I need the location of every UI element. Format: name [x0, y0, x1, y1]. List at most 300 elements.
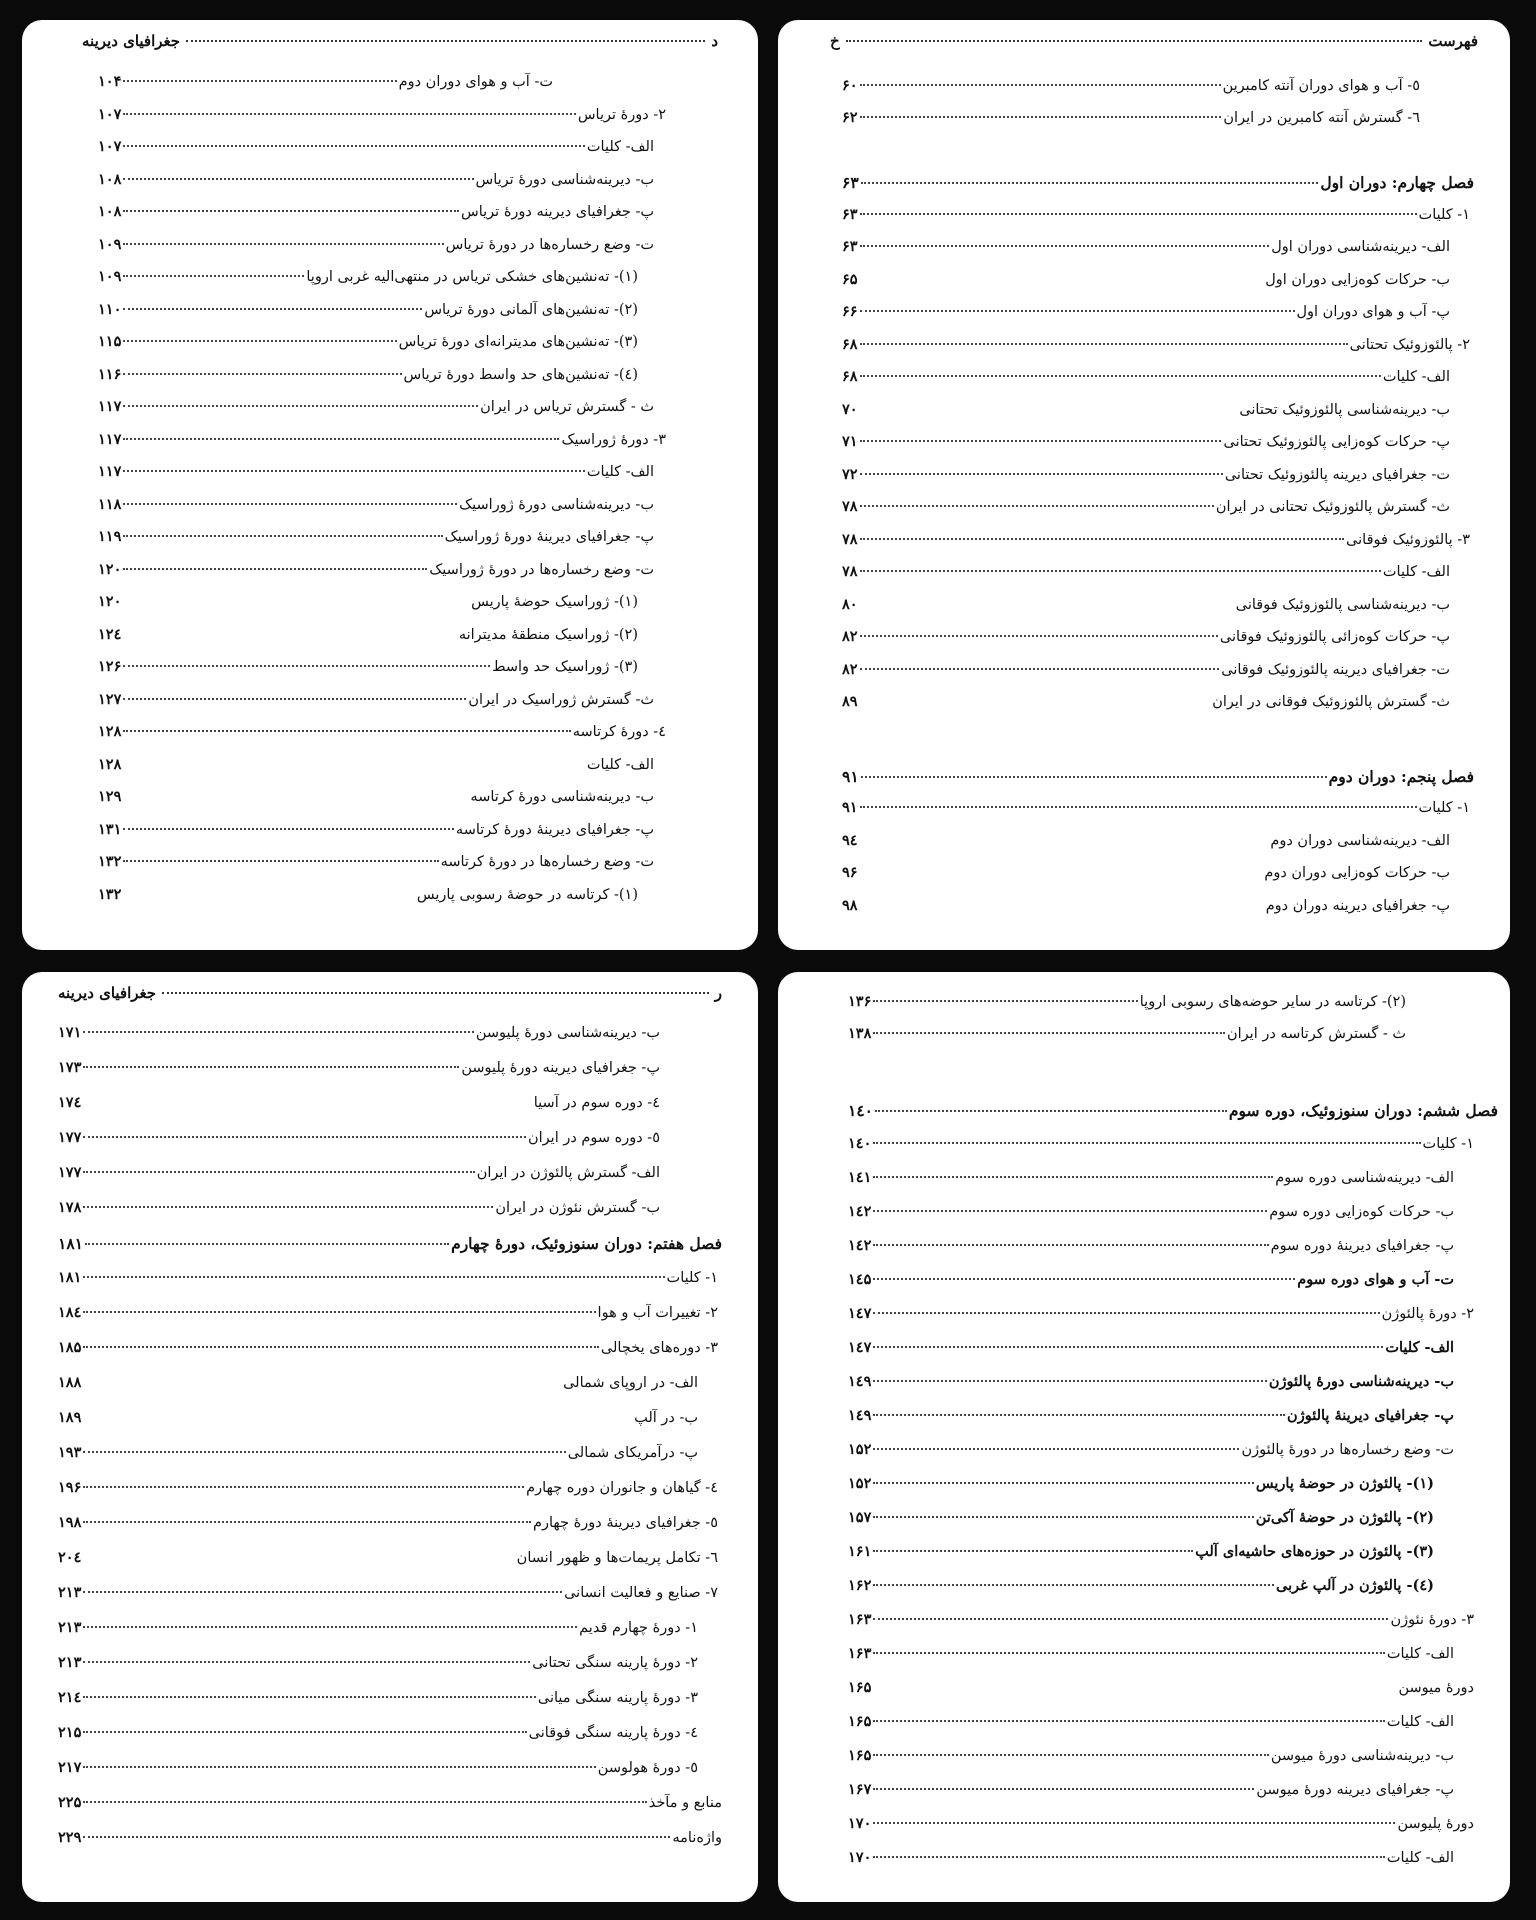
toc-entry-page: ۱٤۰ [848, 1135, 872, 1152]
toc-entry-title: پ- آب و هوای دوران اول [1296, 304, 1450, 320]
toc-entry[interactable] [58, 1374, 698, 1396]
dot-leader [873, 1822, 1395, 1824]
dot-leader [123, 405, 478, 407]
header-leader [846, 40, 1423, 42]
toc-entry[interactable] [848, 1645, 1454, 1667]
toc-entry-page: ۱٤۹ [848, 1407, 872, 1424]
toc-entry-title: (۳)- ته‌نشین‌های مدیترانه‌ای دورۀ تریاس [398, 334, 638, 350]
dot-leader [873, 1210, 1267, 1212]
toc-entry[interactable] [848, 1169, 1454, 1191]
toc-entry[interactable] [98, 203, 654, 225]
toc-entry-page: ۱٤۷ [848, 1339, 872, 1356]
toc-entry-page: ۱۶۲ [848, 1577, 872, 1594]
toc-entry-title: ب- حرکات کوه‌زایی دوره سوم [1269, 1204, 1454, 1220]
toc-entry[interactable] [842, 466, 1450, 488]
toc-entry[interactable] [98, 496, 654, 518]
toc-entry-page: ۱۷۰ [848, 1849, 872, 1866]
dot-leader [83, 1591, 562, 1593]
toc-entry[interactable] [842, 628, 1450, 650]
toc-entry-title: ب- دیرینه‌شناسی دورۀ کرتاسه [470, 789, 654, 805]
toc-entry[interactable] [848, 1271, 1454, 1293]
toc-entry[interactable] [98, 886, 638, 908]
dot-leader [860, 473, 1223, 475]
toc-entry[interactable] [58, 1409, 698, 1431]
toc-entry-page: ۱۳۸ [848, 1025, 872, 1042]
toc-entry-title: ۳- دوره‌های یخچالی [600, 1340, 718, 1356]
toc-entry[interactable] [848, 1577, 1434, 1599]
dot-leader [123, 438, 559, 440]
toc-entry[interactable] [58, 1584, 718, 1606]
dot-leader [83, 1346, 599, 1348]
toc-entry[interactable] [58, 1269, 718, 1291]
toc-entry[interactable] [98, 73, 553, 95]
toc-entry[interactable] [842, 303, 1450, 325]
toc-entry[interactable] [58, 1199, 660, 1221]
toc-entry[interactable] [848, 993, 1406, 1015]
toc-entry-page: ۱۹۶ [58, 1479, 82, 1496]
toc-entry[interactable] [98, 853, 654, 875]
toc-entry[interactable] [58, 1689, 698, 1711]
toc-entry[interactable] [58, 1304, 718, 1326]
dot-leader [83, 1136, 526, 1138]
dot-leader [860, 505, 1214, 507]
toc-entry[interactable] [58, 1829, 722, 1851]
toc-entry[interactable] [98, 658, 638, 680]
toc-entry-page: ۱۱۷ [98, 463, 122, 480]
toc-entry[interactable] [848, 1407, 1454, 1429]
toc-entry-page: ۱۰۷ [98, 138, 122, 155]
dot-leader [873, 1244, 1268, 1246]
toc-entry-page: ۱٤۵ [848, 1271, 872, 1288]
dot-leader [860, 84, 1221, 86]
toc-entry-page: ۱۹۸ [58, 1514, 82, 1531]
dot-leader [873, 1482, 1254, 1484]
toc-entry-page: ۲۱۳ [58, 1584, 82, 1601]
toc-entry-page: ۹۸ [842, 897, 858, 914]
dot-leader [860, 440, 1222, 442]
toc-entry[interactable] [98, 106, 666, 128]
toc-entry-page: ۱٤۲ [848, 1237, 872, 1254]
toc-entry[interactable] [848, 1135, 1474, 1157]
toc-entry[interactable] [58, 1724, 698, 1746]
toc-entry[interactable] [848, 1305, 1474, 1327]
toc-entry[interactable] [58, 1549, 718, 1571]
toc-entry-title: ب- حرکات کوه‌زایی دوران اول [1265, 272, 1450, 288]
toc-entry[interactable] [848, 1543, 1434, 1565]
toc-entry[interactable] [848, 1781, 1454, 1803]
toc-entry[interactable] [98, 236, 654, 258]
toc-entry[interactable] [58, 1759, 698, 1781]
toc-entry[interactable] [98, 821, 654, 843]
toc-entry-page: ۱۰۹ [98, 268, 122, 285]
toc-entry-page: ۱۷٤ [58, 1094, 82, 1111]
toc-entry-page: ۱۳۲ [98, 853, 122, 870]
toc-entry[interactable] [98, 171, 654, 193]
toc-entry-page: ۷۸ [842, 563, 858, 580]
toc-entry[interactable] [98, 528, 654, 550]
toc-entry-page: ۷۸ [842, 498, 858, 515]
toc-entry-title: الف- کلیات [1386, 1850, 1454, 1866]
toc-entry-page: ۱۲۶ [98, 658, 122, 675]
toc-entry-title: الف- دیرینه‌شناسی دوره سوم [1275, 1170, 1454, 1186]
toc-entry[interactable] [848, 1611, 1474, 1633]
toc-entry-page: ۶۶ [842, 303, 858, 320]
dot-leader [860, 343, 1348, 345]
toc-entry-title: پ- جغرافیای دیرینۀ دورۀ ژوراسیک [444, 529, 654, 545]
toc-entry-title: پ- حرکات کوه‌زایی پالئوزوئیک تحتانی [1223, 434, 1450, 450]
toc-entry[interactable] [98, 366, 638, 388]
header-leader [162, 992, 709, 994]
toc-entry-page: ۷۲ [842, 466, 858, 483]
dot-leader [123, 665, 490, 667]
toc-entry-page: ۱۸۱ [58, 1269, 82, 1286]
toc-chapter-entry[interactable] [848, 1101, 1498, 1123]
toc-entry-page: ۱۱۶ [98, 366, 122, 383]
dot-leader [860, 635, 1218, 637]
toc-entry-page: ۱۱۰ [98, 301, 122, 318]
toc-entry-title: ب- در آلپ [634, 1410, 698, 1426]
toc-entry-title: منابع و مآخذ [648, 1795, 722, 1811]
toc-entry-title: ت- وضع رخساره‌ها در دورۀ تریاس [445, 237, 654, 253]
dot-leader [873, 1618, 1388, 1620]
dot-leader [860, 245, 1270, 247]
toc-entry-page: ۲۰٤ [58, 1549, 82, 1566]
toc-entry-title: الف- گسترش پالئوژن در ایران [476, 1165, 660, 1181]
toc-entry[interactable] [848, 1509, 1434, 1531]
toc-entry[interactable] [58, 1059, 660, 1081]
dot-leader [123, 470, 585, 472]
toc-entry-title: پ- جغرافیای دیرینۀ پالئوژن [1287, 1407, 1454, 1424]
toc-entry-page: ۶۲ [842, 109, 858, 126]
dot-leader [123, 535, 442, 537]
toc-entry[interactable] [842, 563, 1450, 585]
toc-entry[interactable] [848, 1373, 1454, 1395]
toc-chapter-entry[interactable] [842, 767, 1474, 789]
toc-entry[interactable] [848, 1679, 1474, 1701]
toc-entry-title: پ- جغرافیای دیرینۀ دورۀ کرتاسه [455, 822, 654, 838]
toc-entry[interactable] [842, 401, 1450, 423]
toc-entry[interactable] [848, 1815, 1474, 1837]
toc-entry-title: پ- جغرافیای دیرینه دورۀ پلیوسن [461, 1060, 660, 1076]
dot-leader [123, 340, 396, 342]
dot-leader [123, 243, 443, 245]
toc-entry-title: ت- آب و هوای دوران دوم [398, 74, 553, 90]
dot-leader [83, 1766, 595, 1768]
toc-entry-page: ۱۰۴ [98, 73, 122, 90]
toc-entry[interactable] [98, 723, 666, 745]
dot-leader [83, 1696, 535, 1698]
running-header [82, 32, 718, 56]
toc-entry-page: ۱۰۷ [98, 106, 122, 123]
toc-entry-page: ۱۱۵ [98, 333, 122, 350]
toc-entry[interactable] [98, 561, 654, 583]
toc-chapter-entry[interactable] [58, 1234, 722, 1256]
toc-entry-page: ۱۲٤ [98, 626, 122, 643]
toc-entry-title: ۱- کلیات [1422, 1136, 1474, 1152]
toc-entry[interactable] [848, 1747, 1454, 1769]
dot-leader [873, 1754, 1269, 1756]
toc-entry[interactable] [58, 1654, 698, 1676]
toc-entry-title: ب- دیرینه‌شناسی دورۀ ژوراسیک [459, 497, 654, 513]
dot-leader [861, 776, 1327, 778]
toc-entry-title: ٤- دورۀ پارینه سنگی فوقانی [528, 1725, 698, 1741]
toc-entry-title: پ- جغرافیای دیرینه دوران دوم [1265, 898, 1450, 914]
dot-leader [123, 178, 473, 180]
toc-page-bottom-left [22, 972, 758, 1902]
toc-entry[interactable] [848, 1339, 1454, 1361]
toc-entry-page: ۱۲۰ [98, 593, 122, 610]
toc-entry-page: ۹۱ [842, 767, 859, 786]
toc-entry-title: (۳)- پالئوژن در حوزه‌های حاشیه‌ای آلپ [1195, 1543, 1434, 1560]
toc-entry[interactable] [98, 138, 654, 160]
dot-leader [873, 1516, 1253, 1518]
dot-leader [83, 1801, 646, 1803]
toc-entry-title: الف- دیرینه‌شناسی دوران اول [1271, 239, 1450, 255]
toc-entry-page: ۱۸۸ [58, 1374, 82, 1391]
dot-leader [873, 1788, 1254, 1790]
dot-leader [123, 698, 466, 700]
toc-entry-page: ۱۵۷ [848, 1509, 872, 1526]
toc-entry[interactable] [98, 756, 654, 778]
toc-entry[interactable] [58, 1444, 698, 1466]
toc-entry-title: ب- گسترش نئوژن در ایران [495, 1200, 660, 1216]
toc-entry[interactable] [98, 333, 638, 355]
toc-entry[interactable] [98, 788, 654, 810]
toc-entry[interactable] [98, 593, 638, 615]
toc-entry-page: ۱٤۲ [848, 1203, 872, 1220]
toc-entry-page: ۱۷۰ [848, 1815, 872, 1832]
toc-entry-title: ٤- دورۀ کرتاسه [572, 724, 666, 740]
toc-entry-page: ۸۲ [842, 628, 858, 645]
toc-entry-page: ۱۸۵ [58, 1339, 82, 1356]
header-letter: د [711, 32, 718, 50]
dot-leader [123, 503, 457, 505]
toc-entry[interactable] [848, 1713, 1454, 1735]
toc-entry-title: دورۀ پلیوسن [1397, 1816, 1474, 1832]
toc-entry-page: ۱٤۷ [848, 1305, 872, 1322]
toc-entry[interactable] [98, 626, 638, 648]
toc-entry[interactable] [848, 1849, 1454, 1871]
dot-leader [860, 310, 1295, 312]
dot-leader [83, 1731, 526, 1733]
toc-entry-page: ۲۲۹ [58, 1829, 82, 1846]
toc-entry-title: ۱- دورۀ چهارم قدیم [579, 1620, 698, 1636]
toc-entry-page: ۱۲۷ [98, 691, 122, 708]
dot-leader [873, 1312, 1379, 1314]
toc-entry-title: ۱- کلیات [666, 1270, 718, 1286]
toc-entry-title: ب- دیرینه‌شناسی دورۀ تریاس [475, 172, 654, 188]
toc-entry-page: ۶۵ [842, 271, 858, 288]
toc-entry-page: ۱۱۸ [98, 496, 122, 513]
toc-entry-title: ت- وضع رخساره‌ها در دورۀ ژوراسیک [429, 562, 654, 578]
header-leader [186, 40, 705, 42]
toc-entry-title: ٦- تکامل پریمات‌ها و ظهور انسان [516, 1550, 718, 1566]
toc-entry-title: ث- گسترش ژوراسیک در ایران [468, 692, 654, 708]
toc-entry-title: ۷- صنایع و فعالیت انسانی [564, 1585, 718, 1601]
toc-entry[interactable] [842, 368, 1450, 390]
toc-entry[interactable] [842, 693, 1450, 715]
toc-entry[interactable] [58, 1479, 718, 1501]
toc-entry[interactable] [98, 398, 654, 420]
toc-entry-title: ب- دیرینه‌شناسی دورۀ میوسن [1270, 1748, 1454, 1764]
toc-entry-title: پ- درآمریکای شمالی [567, 1445, 698, 1461]
dot-leader [123, 275, 304, 277]
toc-entry-page: ۱۷۸ [58, 1199, 82, 1216]
dot-leader [123, 860, 438, 862]
dot-leader [873, 1856, 1385, 1858]
toc-entry[interactable] [842, 661, 1450, 683]
toc-entry[interactable] [842, 238, 1450, 260]
dot-leader [83, 1451, 565, 1453]
dot-leader [873, 1032, 1225, 1034]
dot-leader [860, 213, 1417, 215]
toc-entry-page: ۱۶۵ [848, 1713, 872, 1730]
toc-entry[interactable] [842, 799, 1470, 821]
dot-leader [873, 1720, 1385, 1722]
toc-entry-title: پ- جغرافیای دیرینه دورۀ تریاس [461, 204, 654, 220]
toc-entry[interactable] [98, 301, 638, 323]
toc-entry-title: پ- جغرافیای دیرینۀ دوره سوم [1270, 1238, 1454, 1254]
toc-entry-title: واژه‌نامه [672, 1830, 722, 1846]
toc-entry-title: فصل چهارم: دوران اول [1320, 173, 1474, 192]
toc-entry-page: ۱۶۵ [848, 1747, 872, 1764]
toc-entry-page: ۲۱٤ [58, 1689, 82, 1706]
dot-leader [873, 1380, 1267, 1382]
toc-entry-title: الف- کلیات [1382, 369, 1450, 385]
toc-entry-title: ۲- تغییرات آب و هوا [597, 1305, 718, 1321]
toc-entry-title: الف- کلیات [586, 464, 654, 480]
dot-leader [873, 1278, 1295, 1280]
toc-entry-page: ۱۷۱ [58, 1024, 82, 1041]
dot-leader [860, 375, 1381, 377]
toc-entry-title: ۲- پالئوزوئیک تحتانی [1349, 337, 1470, 353]
toc-entry-title: ب- دیرینه‌شناسی پالئوزوئیک تحتانی [1239, 402, 1450, 418]
toc-entry[interactable] [842, 109, 1420, 131]
toc-entry-page: ۱۶۷ [848, 1781, 872, 1798]
toc-entry[interactable] [842, 336, 1470, 358]
toc-entry[interactable] [842, 271, 1450, 293]
dot-leader [123, 80, 396, 82]
toc-entry[interactable] [842, 206, 1470, 228]
toc-entry[interactable] [848, 1441, 1454, 1463]
toc-entry-page: ۱۱۷ [98, 431, 122, 448]
toc-entry-page: ۲۲۵ [58, 1794, 82, 1811]
toc-entry-page: ۶۸ [842, 336, 858, 353]
toc-entry-page: ۷۱ [842, 433, 858, 450]
dot-leader [83, 1521, 531, 1523]
toc-entry-page: ۲۱۵ [58, 1724, 82, 1741]
toc-entry-title: ۳- پالئوزوئیک فوقانی [1346, 532, 1470, 548]
toc-entry-page: ۱۰۹ [98, 236, 122, 253]
toc-entry-page: ۶۸ [842, 368, 858, 385]
header-letter: ر [714, 984, 722, 1002]
toc-entry[interactable] [842, 832, 1450, 854]
toc-entry[interactable] [842, 596, 1450, 618]
toc-entry-title: دورۀ میوسن [1398, 1680, 1474, 1696]
toc-entry-title: ب- حرکات کوه‌زایی دوران دوم [1264, 865, 1450, 881]
toc-entry-title: ۳- دورۀ نئوژن [1390, 1612, 1474, 1628]
toc-entry[interactable] [58, 1164, 660, 1186]
toc-entry-title: ت- آب و هوای دوره سوم [1297, 1271, 1454, 1288]
toc-entry-title: ۲- دورۀ پارینه سنگی تحتانی [532, 1655, 698, 1671]
toc-entry-title: ۳- دورۀ پارینه سنگی میانی [537, 1690, 698, 1706]
toc-entry-page: ۱۳۲ [98, 886, 122, 903]
toc-entry-title: الف- کلیات [1382, 564, 1450, 580]
toc-entry-title: (٤)- ته‌نشین‌های حد واسط دورۀ تریاس [403, 367, 638, 383]
toc-entry[interactable] [842, 897, 1450, 919]
toc-entry-title: ٤- گیاهان و جانوران دوره چهارم [526, 1480, 718, 1496]
dot-leader [83, 1661, 530, 1663]
toc-entry[interactable] [58, 1794, 722, 1816]
toc-entry-page: ۲۱۷ [58, 1759, 82, 1776]
toc-entry-page: ۷۸ [842, 531, 858, 548]
toc-entry-title: ت- جغرافیای دیرینه پالئوزوئیک تحتانی [1224, 467, 1450, 483]
toc-entry-page: ۱۳۱ [98, 821, 122, 838]
toc-entry[interactable] [842, 433, 1450, 455]
toc-entry[interactable] [98, 691, 654, 713]
toc-entry-page: ۱۰۸ [98, 203, 122, 220]
toc-entry-page: ۲۱۳ [58, 1654, 82, 1671]
toc-entry-title: ٥- دورۀ هولوسن [597, 1760, 698, 1776]
toc-entry[interactable] [58, 1094, 660, 1116]
toc-entry-title: فصل ششم: دوران سنوزوئیک، دوره سوم [1228, 1101, 1498, 1120]
dot-leader [873, 1550, 1193, 1552]
toc-entry[interactable] [58, 1129, 660, 1151]
toc-entry[interactable] [848, 1025, 1406, 1047]
dot-leader [83, 1066, 459, 1068]
toc-entry[interactable] [848, 1237, 1454, 1259]
toc-entry-title: (۲)- ته‌نشین‌های آلمانی دورۀ تریاس [424, 302, 638, 318]
toc-entry-page: ۱۱۹ [98, 528, 122, 545]
toc-entry-page: ۶۳ [842, 173, 859, 192]
dot-leader [860, 116, 1222, 118]
toc-entry[interactable] [58, 1024, 660, 1046]
toc-entry-title: الف- کلیات [586, 757, 654, 773]
toc-entry[interactable] [58, 1339, 718, 1361]
dot-leader [873, 1142, 1420, 1144]
toc-entry-page: ۶۳ [842, 238, 858, 255]
header-title: جغرافیای دیرینه [82, 32, 181, 50]
toc-entry-page: ۲۱۳ [58, 1619, 82, 1636]
toc-entry-page: ۱۷۳ [58, 1059, 82, 1076]
toc-entry[interactable] [842, 864, 1450, 886]
toc-entry[interactable] [848, 1203, 1454, 1225]
toc-entry[interactable] [58, 1514, 718, 1536]
toc-entry-title: الف- دیرینه‌شناسی دوران دوم [1270, 833, 1450, 849]
toc-entry-title: ٥- آب و هوای دوران آنته کامبرین [1222, 78, 1420, 94]
dot-leader [873, 1000, 1137, 1002]
toc-entry[interactable] [98, 463, 654, 485]
dot-leader [83, 1276, 664, 1278]
toc-entry[interactable] [842, 498, 1450, 520]
toc-entry[interactable] [842, 531, 1470, 553]
toc-entry[interactable] [848, 1475, 1434, 1497]
dot-leader [83, 1311, 595, 1313]
toc-entry[interactable] [98, 431, 666, 453]
toc-entry[interactable] [58, 1619, 698, 1641]
toc-entry-title: الف- کلیات [1385, 1339, 1454, 1356]
toc-entry[interactable] [98, 268, 638, 290]
dot-leader [873, 1346, 1383, 1348]
toc-entry[interactable] [842, 77, 1420, 99]
toc-entry-title: ۲- دورۀ تریاس [577, 107, 666, 123]
toc-entry-title: پ- جغرافیای دیرینه دورۀ میوسن [1256, 1782, 1454, 1798]
toc-chapter-entry[interactable] [842, 173, 1474, 195]
dot-leader [123, 210, 459, 212]
toc-page-top-left [22, 20, 758, 950]
toc-entry-page: ۱۹۳ [58, 1444, 82, 1461]
toc-entry-page: ۱٤۱ [848, 1169, 872, 1186]
